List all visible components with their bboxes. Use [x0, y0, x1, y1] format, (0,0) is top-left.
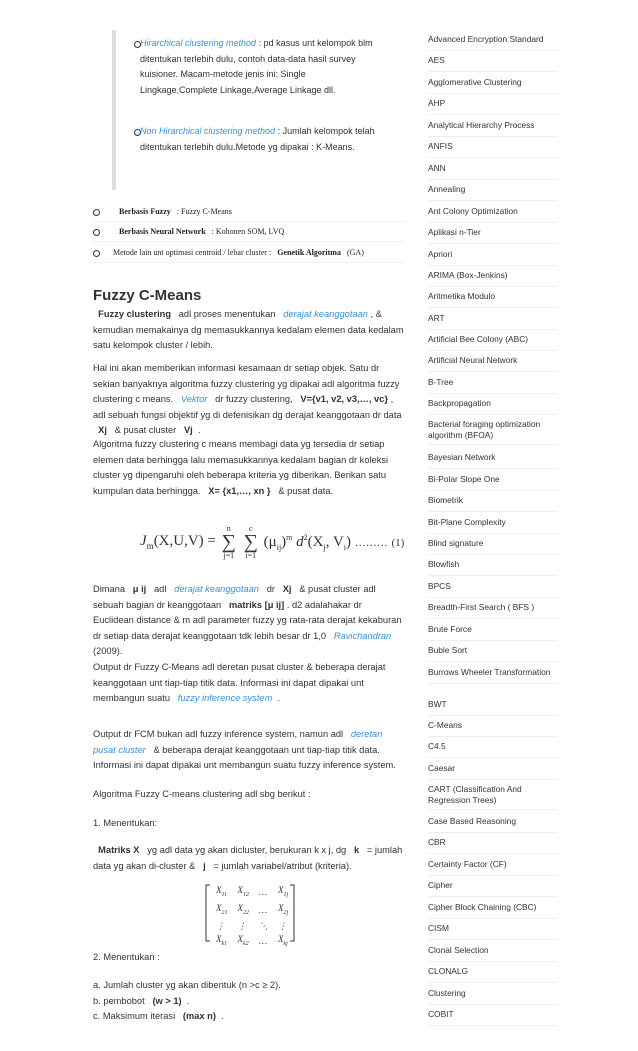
sidebar-tag-link[interactable]: Burrows Wheeler Transformation — [428, 667, 558, 684]
list-item-non-hierarchical: Non Hirarchical clustering method : Jumlah kelompok telah ditentukan terlebih dulu.Metode yg dipakai : K-Means. — [140, 126, 375, 152]
sidebar-tag-link[interactable]: Bit-Plane Complexity — [428, 517, 558, 534]
sidebar-tag-link[interactable]: Clustering — [428, 988, 558, 1005]
link-hierarchical[interactable]: Hirarchical clustering method — [140, 38, 257, 48]
formula-jm: $J_m(X,U,V) = n$ ∑ j=1 c ∑ i=1 $(\mu_{ij})^m$ $d^2(X_j$, $V_i$) ……… (1) — [140, 524, 405, 560]
sidebar-tag-link[interactable]: Brute Force — [428, 624, 558, 641]
sidebar-tag-link[interactable]: Biometrik — [428, 495, 558, 512]
matrix-cell: $X_{k1}$ — [216, 933, 228, 947]
sidebar-tag-link[interactable]: Blowfish — [428, 559, 558, 576]
sidebar-tag-link[interactable]: ANN — [428, 163, 558, 180]
sidebar-tag-link[interactable]: Blind signature — [428, 538, 558, 555]
sidebar-tag-link[interactable]: CISM — [428, 923, 558, 940]
sidebar-tag-link[interactable]: ANFIS — [428, 141, 558, 158]
paragraph-2: Hal ini akan memberikan informasi kesamaan dr setiap objek. Satu dr sekian banyaknya algoritma fuzzy clustering yg dipakai adl algoritma fuzzy clustering c means. Vektor dr fuzzy clustering, V={v1, v2, v3,…, vc} , adl sebuah fungsi objektif yg di defenisikan dg derajat keanggotaan dr data Xj & pusat cluster Vj . — [93, 363, 402, 435]
sidebar-tag-link[interactable]: Certainty Factor (CF) — [428, 859, 558, 876]
section-heading: Fuzzy C-Means — [93, 287, 202, 304]
sidebar-tag-link[interactable]: Clonal Selection — [428, 945, 558, 962]
matrix-cell: ⋮ — [278, 920, 287, 931]
paragraph-1: Fuzzy clustering adl proses menentukan derajat keanggotaan , & kemudian memakainya dg memasukkannya kedalam elemen data kedalam satu kelompok cluster / lebih. — [93, 309, 404, 350]
sidebar-tag-link[interactable]: Artificial Bee Colony (ABC) — [428, 334, 558, 351]
paragraph-9: Matriks X yg adl data yg akan dicluster, berukuran k x j, dg k = jumlah data yg akan di-cluster & j = jumlah variabel/atribut (kriteria). — [93, 845, 403, 871]
matrix-row — [211, 902, 293, 920]
sidebar-tag-link[interactable]: Caesar — [428, 763, 558, 780]
sidebar-tag-link[interactable]: Cipher — [428, 880, 558, 897]
sidebar-tag-link[interactable]: BPCS — [428, 581, 558, 598]
sidebar-tag-link[interactable]: Aplikasi n-Tier — [428, 227, 558, 244]
link-derajat-2[interactable]: derajat keanggotaan — [174, 584, 259, 594]
link-derajat[interactable]: derajat keanggotaan — [283, 309, 368, 319]
matrix-cell: … — [259, 887, 268, 898]
sidebar-tag-link[interactable]: COBIT — [428, 1009, 558, 1026]
matrix-cell: $X_{1j}$ — [278, 885, 289, 898]
matrix-row — [211, 920, 293, 933]
paragraph-11: a. Jumlah cluster yg akan dibentuk (n >c ≥ 2). b. pembobot (w > 1) . c. Maksimum iterasi (max n) . — [93, 980, 281, 1021]
sidebar-tag-link[interactable]: Bi-Polar Slope One — [428, 474, 558, 491]
sidebar-tag-link[interactable]: B-Tree — [428, 377, 558, 394]
sidebar-tag-link[interactable]: Case Based Reasoning — [428, 816, 558, 833]
sidebar-tag-link[interactable]: AHP — [428, 98, 558, 115]
sidebar-tag-link[interactable]: AES — [428, 55, 558, 72]
matrix-cell: $X_{21}$ — [216, 902, 228, 916]
sidebar-tag-link[interactable]: Analytical Hierarchy Process — [428, 120, 558, 137]
sidebar-tag-link[interactable]: Advanced Encryption Standard — [428, 34, 558, 51]
sidebar-tag-link[interactable]: Backpropagation — [428, 398, 558, 415]
paragraph-3: Algoritma fuzzy clustering c means membagi data yg tersedia dr setiap elemen data berhingga lalu memasukkannya kedalam bagian dr koleksi cluster yg dipengaruhi oleh beberapa kriteria yg diberikan. Berikan satu kumpulan data berhingga. X= {x1,…, xn } & pusat data. — [93, 439, 389, 496]
link-deretan[interactable]: deretan pusat cluster — [93, 729, 383, 755]
paragraph-5: Output dr Fuzzy C-Means adl deretan pusat cluster & beberapa derajat keanggotaan unt tiap-tiap titik data. Informasi ini dapat dipakai unt membangun suatu fuzzy inference system . — [93, 662, 386, 703]
sidebar-tag-link[interactable]: CLONALG — [428, 966, 558, 983]
sidebar-tag-link[interactable]: Bacterial foraging optimization algorithm (BFOA) — [428, 419, 558, 445]
list-item-hierarchical: Hirarchical clustering method : pd kasus unt kelompok blm ditentukan terlebih dulu, contoh data-data hasil survey kuisioner. Macam-metode jenis ini: Single Lingkage,Complete Linkage,Average Linkage dll. — [140, 38, 373, 95]
list-bullet-icon — [93, 250, 100, 257]
matrix-cell: $X_{kj}$ — [278, 933, 288, 947]
paragraph-4: Dimana μ ij adl derajat keanggotaan dr Xj & pusat cluster adl sebuah bagian dr keanggotaan matriks [μ ij] . d2 adalahakar dr Euclidean distance & m adl parameter fuzzy yg rata-rata derajat kekaburan dr setiap data derajat keanggotaan tdk lebih besar dr 1,0 Ravichandran (2009). — [93, 584, 402, 656]
sidebar-tag-link[interactable]: Artificial Neural Network — [428, 355, 558, 372]
sidebar-tag-link[interactable]: Annealing — [428, 184, 558, 201]
sidebar-tag-link[interactable]: Agglomerative Clustering — [428, 77, 558, 94]
sidebar-tag-link[interactable]: CART (Classification And Regression Trees) — [428, 784, 558, 810]
list-item-genetic: Metode lain unt optimasi centroid / lebar cluster : Genetik Algoritma (GA) — [93, 243, 405, 263]
sidebar-tag-link[interactable]: ART — [428, 313, 558, 330]
link-ravichandran[interactable]: Ravichandran — [333, 630, 392, 641]
paragraph-8: 1. Menentukan: — [93, 818, 158, 828]
matrix-row — [211, 884, 293, 902]
list-item-neural: Berbasis Neural Network : Kohonen SOM, LVQ — [93, 222, 405, 242]
matrix-cell: $X_{2j}$ — [278, 902, 289, 916]
sidebar-tag-link[interactable]: ARIMA (Box-Jenkins) — [428, 270, 558, 287]
paragraph-6: Output dr FCM bukan adl fuzzy inference system, namun adl deretan pusat cluster & beberapa derajat keanggotaan unt tiap-tiap titik data. Informasi ini dapat dipakai unt membangun suatu fuzzy inference system. — [93, 729, 396, 770]
sidebar-tag-link[interactable]: C-Means — [428, 720, 558, 737]
matrix-cell: ⋮ — [216, 920, 225, 931]
paragraph-10: 2. Menentukan : — [93, 952, 160, 962]
sidebar-tag-link[interactable]: Cipher Block Chaining (CBC) — [428, 902, 558, 919]
link-fis[interactable]: fuzzy inference system — [177, 693, 273, 703]
matrix-cell: ⋮ — [237, 920, 247, 931]
link-non-hierarchical[interactable]: Non Hirarchical clustering method — [140, 126, 276, 136]
list-bullet-icon — [93, 209, 100, 216]
list-bullet-icon — [93, 229, 100, 236]
sidebar-tag-link[interactable]: C4.5 — [428, 741, 558, 758]
sidebar-tag-link[interactable]: Apriori — [428, 249, 558, 266]
link-vektor[interactable]: Vektor — [180, 394, 208, 404]
sidebar-tag-link[interactable]: Aritmetika Modulo — [428, 291, 558, 308]
matrix-cell: ⋱ — [259, 920, 268, 931]
matrix-cell: $X_{22}$ — [237, 902, 249, 916]
matrix-row — [211, 933, 293, 951]
sidebar-tag-link[interactable]: Buble Sort — [428, 645, 558, 662]
list-item-fuzzy: Berbasis Fuzzy : Fuzzy C-Means — [93, 202, 405, 222]
matrix-cell: … — [259, 905, 268, 916]
sidebar-tag-link[interactable]: CBR — [428, 837, 558, 854]
paragraph-7: Algoritma Fuzzy C-means clustering adl sbg berikut : — [93, 789, 311, 799]
sidebar-tag-link[interactable]: BWT — [428, 699, 558, 716]
matrix-cell: … — [259, 935, 268, 946]
matrix-cell: $X_{11}$ — [216, 885, 228, 898]
sidebar-tag-link[interactable]: Breadth-First Search ( BFS ) — [428, 602, 558, 619]
sidebar-tag-link[interactable]: Bayesian Network — [428, 452, 558, 469]
matrix-cell: $X_{k2}$ — [237, 933, 249, 947]
sidebar-tag-link[interactable]: Ant Colony Optimization — [428, 206, 558, 223]
matrix-cell: $X_{12}$ — [237, 885, 249, 898]
